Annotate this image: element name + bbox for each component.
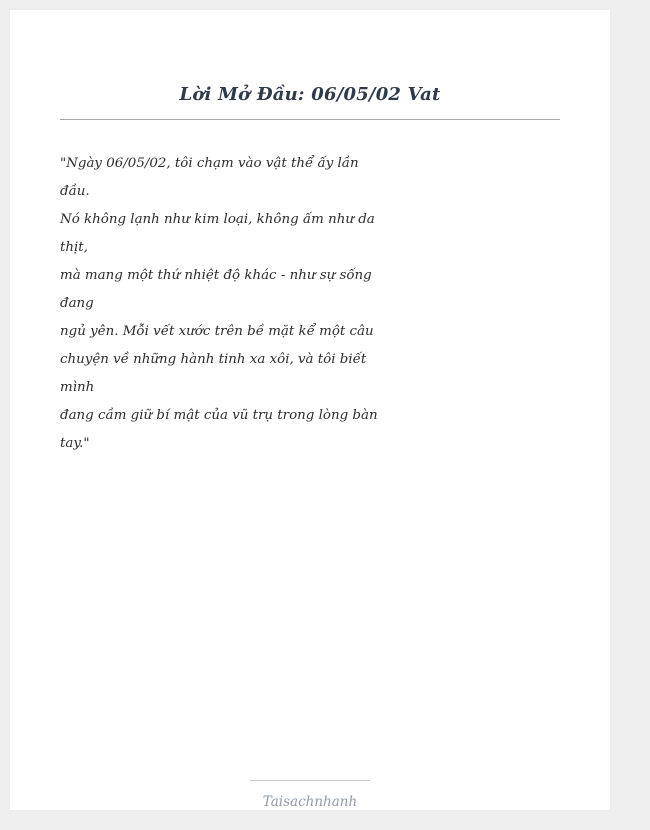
body-line: đang [60, 296, 94, 311]
footer-credit: Taisachnhanh [262, 794, 358, 810]
document-page [10, 10, 610, 810]
document-title: Lời Mở Đầu: 06/05/02 Vat [179, 84, 441, 105]
body-line: mình [60, 380, 95, 395]
body-line: tay." [60, 436, 90, 451]
footer-divider [250, 780, 370, 781]
body-line: mà mang một thứ nhiệt độ khác - như sự sống [60, 268, 372, 283]
body-line: chuyện về những hành tinh xa xôi, và tôi biết [60, 352, 367, 367]
body-line: "Ngày 06/05/02, tôi chạm vào vật thể ấy lần [60, 156, 359, 171]
body-line: đang cầm giữ bí mật của vũ trụ trong lòng bàn [60, 408, 378, 423]
body-line: ngủ yên. Mỗi vết xước trên bề mặt kể một câu [60, 324, 374, 339]
body-line: Nó không lạnh như kim loại, không ấm như da [60, 212, 375, 227]
body-text [60, 150, 378, 458]
title-divider [60, 119, 560, 120]
body-line: thịt, [60, 240, 88, 255]
body-line: đầu. [60, 184, 90, 199]
